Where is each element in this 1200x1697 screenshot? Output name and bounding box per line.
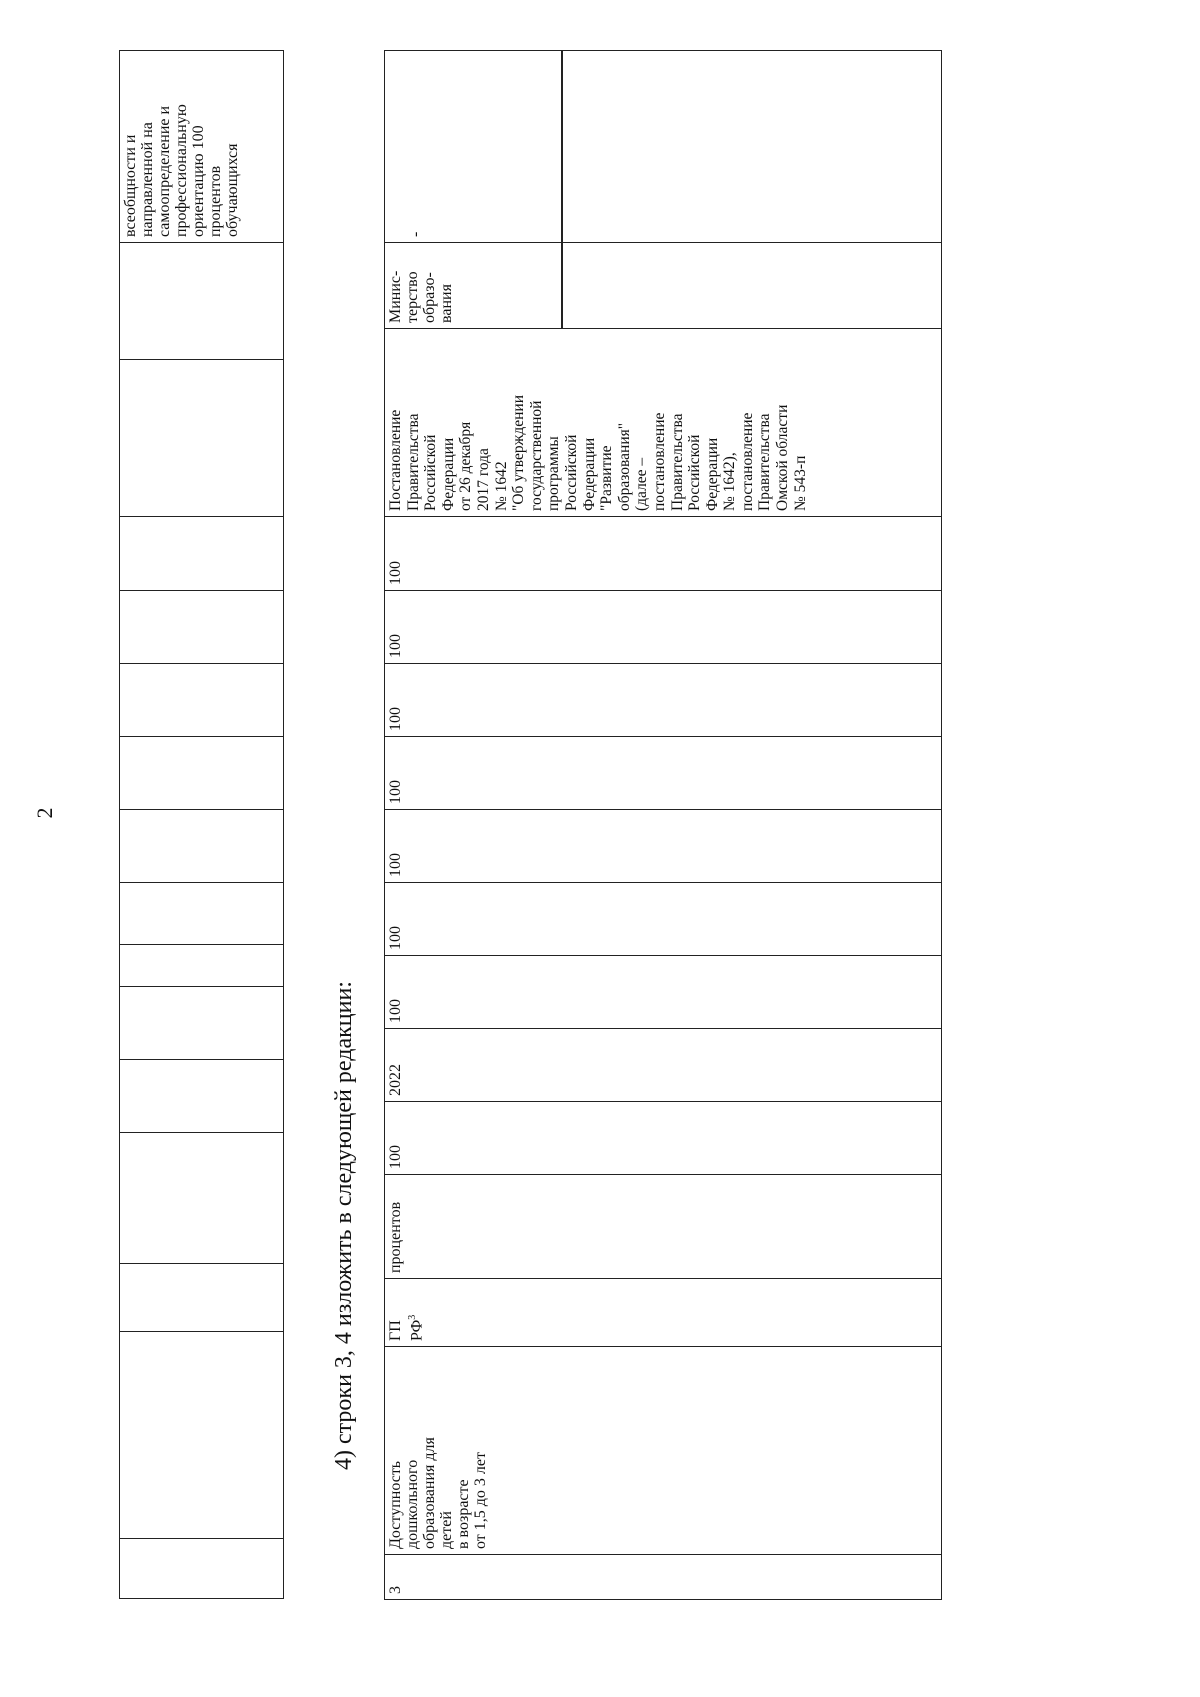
upper-table-cell: [119, 1263, 284, 1332]
document-cell: [384, 328, 942, 517]
responsible: Минис- терство образо- вания: [387, 270, 455, 323]
upper-table-cell: [119, 882, 284, 945]
row-number: 3: [387, 1586, 404, 1594]
value: 100: [387, 561, 404, 585]
upper-table-cell: [119, 359, 284, 517]
upper-table-cell: [119, 944, 284, 987]
value: 100: [387, 999, 404, 1023]
value-cell: [384, 955, 942, 1029]
legal-basis: Постановление Правительства Российской Федерации от 26 декабря 2017 года № 1642 "Об утверждении государственной программы Российской Федерации "Развитие образования" (далее – постановление Правительства Российской Федерации № 1642), постановление Правительства Омской области № 543-п: [387, 394, 809, 511]
upper-table-cell: [119, 736, 284, 810]
value-cell: [384, 809, 942, 883]
footnote-mark: 3: [407, 1314, 418, 1320]
last-value-cell: [384, 50, 562, 243]
lower-table-cell: [562, 50, 942, 243]
base-year: 2022: [387, 1064, 404, 1096]
upper-table-cell: [119, 516, 284, 591]
value: 100: [387, 853, 404, 877]
amendment-instruction: 4) строки 3, 4 изложить в следующей редакции:: [331, 981, 357, 1470]
upper-table-text: всеобщности и направленной на самоопределение и профессиональную ориентацию 100 процентов обучающихся: [122, 104, 241, 237]
upper-table-cell: [119, 986, 284, 1060]
last-value: -: [407, 231, 424, 237]
upper-table-text-cell: [119, 50, 284, 243]
upper-table-cell: [119, 1538, 284, 1599]
row-number-cell: [384, 1554, 942, 1600]
value-cell: [384, 590, 942, 664]
page-number: 2: [32, 807, 57, 819]
source-label: ГП РФ: [387, 1319, 426, 1341]
value-cell: [384, 736, 942, 810]
indicator-cell: [384, 1346, 942, 1555]
value-cell: [384, 663, 942, 737]
upper-table-cell: [119, 1331, 284, 1539]
upper-table-cell: [119, 1059, 284, 1133]
value: 100: [387, 707, 404, 731]
unit-cell: [384, 1174, 942, 1279]
base-value-cell: [384, 1101, 942, 1175]
lower-table-cell: [562, 242, 942, 329]
source: [385, 1279, 445, 1346]
value: 100: [387, 780, 404, 804]
upper-table-cell: [119, 663, 284, 737]
upper-table-cell: [119, 1132, 284, 1264]
indicator-name: Доступность дошкольного образования для детей в возрасте от 1,5 до 3 лет: [387, 1437, 489, 1549]
value: 100: [387, 926, 404, 950]
value: 100: [387, 634, 404, 658]
source-cell: [384, 1278, 942, 1347]
base-year-cell: [384, 1028, 942, 1102]
base-value: 100: [387, 1145, 404, 1169]
upper-table-cell: [119, 242, 284, 360]
responsible-cell: [384, 242, 562, 329]
value-cell: [384, 516, 942, 591]
upper-table-cell: [119, 809, 284, 883]
value-cell: [384, 882, 942, 956]
upper-table-cell: [119, 590, 284, 664]
unit: процентов: [387, 1201, 404, 1273]
